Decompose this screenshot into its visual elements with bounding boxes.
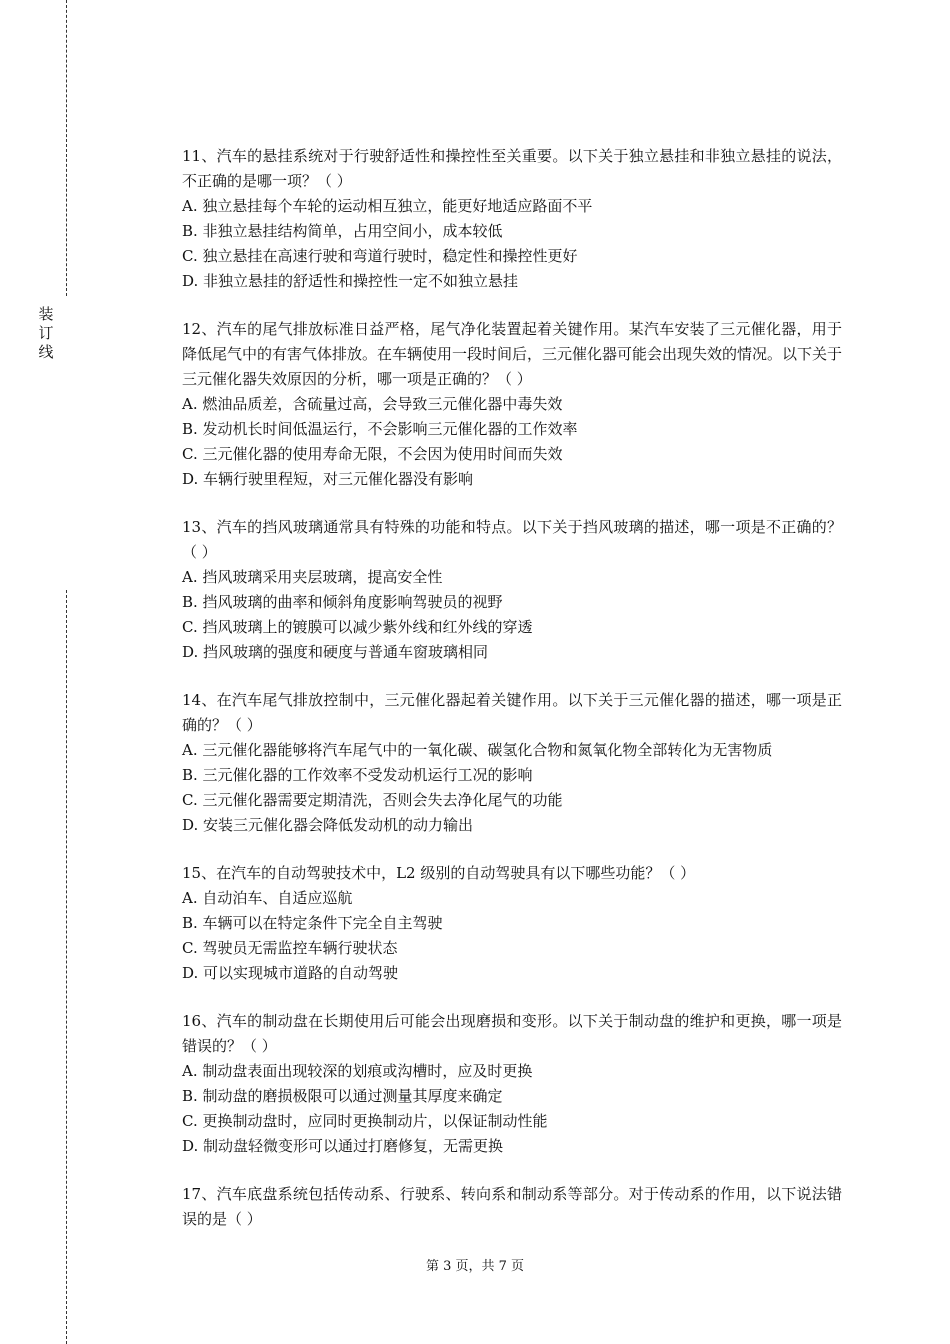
question-list: [182, 144, 842, 1255]
option-b: B. 发动机长时间低温运行，不会影响三元催化器的工作效率: [182, 420, 578, 438]
option-a: A. 挡风玻璃采用夹层玻璃，提高安全性: [182, 568, 443, 586]
option-c: C. 独立悬挂在高速行驶和弯道行驶时，稳定性和操控性更好: [182, 247, 578, 265]
option-d: D. 可以实现城市道路的自动驾驶: [182, 964, 399, 982]
option-d: D. 车辆行驶里程短，对三元催化器没有影响: [182, 470, 474, 488]
option-a: A. 燃油品质差，含硫量过高，会导致三元催化器中毒失效: [182, 395, 563, 413]
binding-line-bottom: [66, 590, 67, 1344]
option-d: D. 制动盘轻微变形可以通过打磨修复，无需更换: [182, 1137, 504, 1155]
question-16: [182, 1009, 842, 1159]
question-12: [182, 317, 842, 492]
option-b: B. 制动盘的磨损极限可以通过测量其厚度来确定: [182, 1087, 503, 1105]
question-13: [182, 515, 842, 665]
binding-label-char: 装: [38, 305, 54, 323]
question-15: [182, 861, 842, 986]
option-c: C. 三元催化器需要定期清洗，否则会失去净化尾气的功能: [182, 791, 563, 809]
question-stem: 11、汽车的悬挂系统对于行驶舒适性和操控性至关重要。以下关于独立悬挂和非独立悬挂的说法，不正确的是哪一项？（ ）: [182, 147, 842, 190]
option-c: C. 三元催化器的使用寿命无限，不会因为使用时间而失效: [182, 445, 563, 463]
question-stem: 12、汽车的尾气排放标准日益严格，尾气净化装置起着关键作用。某汽车安装了三元催化器，用于降低尾气中的有害气体排放。在车辆使用一段时间后，三元催化器可能会出现失效的情况。以下关于三元催化器失效原因的分析，哪一项是正确的？（ ）: [182, 320, 843, 388]
question-stem: 17、汽车底盘系统包括传动系、行驶系、转向系和制动系等部分。对于传动系的作用，以下说法错误的是（ ）: [182, 1185, 842, 1228]
binding-line-top: [66, 0, 67, 296]
option-c: C. 更换制动盘时，应同时更换制动片，以保证制动性能: [182, 1112, 548, 1130]
binding-label: [36, 305, 56, 362]
question-stem: 14、在汽车尾气排放控制中，三元催化器起着关键作用。以下关于三元催化器的描述，哪一项是正确的？（ ）: [182, 691, 842, 734]
question-stem: 15、在汽车的自动驾驶技术中，L2 级别的自动驾驶具有以下哪些功能？（ ）: [182, 864, 696, 882]
binding-label-char: 线: [38, 343, 54, 361]
question-stem: 13、汽车的挡风玻璃通常具有特殊的功能和特点。以下关于挡风玻璃的描述，哪一项是不正确的？（ ）: [182, 518, 842, 561]
question-17: [182, 1182, 842, 1232]
option-b: B. 非独立悬挂结构简单，占用空间小，成本较低: [182, 222, 503, 240]
option-d: D. 挡风玻璃的强度和硬度与普通车窗玻璃相同: [182, 643, 489, 661]
option-b: B. 挡风玻璃的曲率和倾斜角度影响驾驶员的视野: [182, 593, 503, 611]
option-c: C. 挡风玻璃上的镀膜可以减少紫外线和红外线的穿透: [182, 618, 533, 636]
option-b: B. 车辆可以在特定条件下完全自主驾驶: [182, 914, 443, 932]
option-a: A. 独立悬挂每个车轮的运动相互独立，能更好地适应路面不平: [182, 197, 593, 215]
option-b: B. 三元催化器的工作效率不受发动机运行工况的影响: [182, 766, 533, 784]
question-stem: 16、汽车的制动盘在长期使用后可能会出现磨损和变形。以下关于制动盘的维护和更换，哪一项是错误的？（ ）: [182, 1012, 842, 1055]
question-11: [182, 144, 842, 294]
option-d: D. 安装三元催化器会降低发动机的动力输出: [182, 816, 474, 834]
option-a: A. 三元催化器能够将汽车尾气中的一氧化碳、碳氢化合物和氮氧化物全部转化为无害物质: [182, 741, 773, 759]
question-14: [182, 688, 842, 838]
option-c: C. 驾驶员无需监控车辆行驶状态: [182, 939, 398, 957]
option-a: A. 自动泊车、自适应巡航: [182, 889, 353, 907]
binding-label-char: 订: [38, 324, 54, 342]
option-a: A. 制动盘表面出现较深的划痕或沟槽时，应及时更换: [182, 1062, 533, 1080]
option-d: D. 非独立悬挂的舒适性和操控性一定不如独立悬挂: [182, 272, 519, 290]
page-number: 第 3 页，共 7 页: [425, 1259, 525, 1274]
